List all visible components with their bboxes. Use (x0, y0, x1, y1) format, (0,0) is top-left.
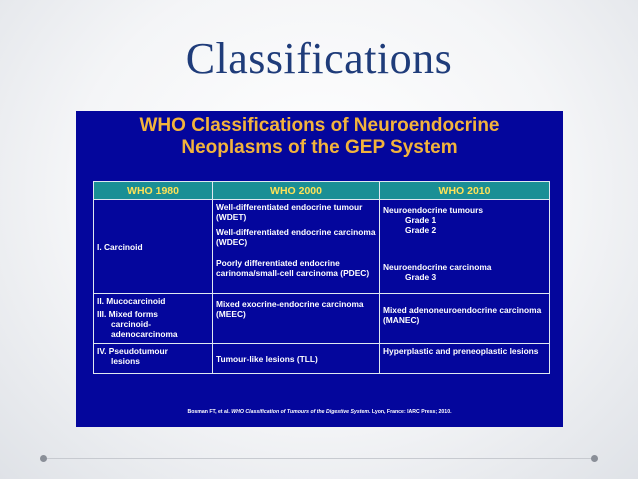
cell-text: Tumour-like lesions (TLL) (216, 353, 318, 364)
cell-text: II. Mucocarcinoid (97, 296, 166, 306)
cell-text: Grade 2 (405, 225, 437, 235)
column-header-who-2000: WHO 2000 (213, 182, 380, 200)
cell-text: Neuroendocrine tumours (383, 205, 484, 215)
panel-heading-line1: WHO Classifications of Neuroendocrine (139, 115, 500, 136)
column-header-who-2010: WHO 2010 (380, 182, 550, 200)
cell-text: adenocarcinoma (111, 329, 178, 339)
panel-heading-line2: Neoplasms of the GEP System (181, 137, 458, 158)
table-row (94, 294, 550, 344)
panel-heading (76, 115, 563, 159)
citation-book-title: WHO Classification of Tumours of the Digestive System (231, 409, 369, 415)
table-cell (213, 344, 380, 374)
cell-text: I. Carcinoid (97, 241, 143, 252)
slide-title: Classifications (185, 34, 453, 83)
footer-left-dot (40, 455, 47, 462)
cell-text: lesions (111, 356, 140, 366)
cell-text: Hyperplastic and preneoplastic lesions (383, 346, 539, 356)
cell-text: Grade 3 (405, 272, 437, 282)
table-cell (213, 200, 380, 294)
cell-text: III. Mixed forms (97, 309, 158, 319)
citation-authors: Bosman FT, et al. (187, 409, 232, 415)
table-cell (94, 344, 213, 374)
cell-text: Mixed exocrine-endocrine carcinoma (MEEC) (216, 299, 364, 319)
citation-publisher: . Lyon, France: IARC Press; 2010. (368, 409, 452, 415)
table-cell (380, 294, 550, 344)
cell-text: Neuroendocrine carcinoma (383, 262, 492, 272)
table-cell (380, 344, 550, 374)
cell-text: Well-differentiated endocrine carcinoma (WDEC) (216, 227, 376, 247)
table-cell (380, 200, 550, 294)
footer-divider-line (46, 458, 592, 459)
who-classification-panel (76, 111, 563, 427)
table-cell (94, 294, 213, 344)
cell-text: Poorly differentiated endocrine carinoma/small-cell carcinoma (PDEC) (216, 258, 370, 278)
table-row (94, 344, 550, 374)
table-header-row (94, 182, 550, 200)
table-cell (213, 294, 380, 344)
cell-text: IV. Pseudotumour (97, 346, 168, 356)
cell-text: Mixed adenoneuroendocrine carcinoma (MANEC) (383, 305, 542, 325)
column-header-who-1980: WHO 1980 (94, 182, 213, 200)
table-cell (94, 200, 213, 294)
citation (76, 409, 563, 415)
cell-text: Grade 1 (405, 215, 437, 225)
cell-text: carcinoid- (111, 319, 152, 329)
footer-right-dot (591, 455, 598, 462)
table-row (94, 200, 550, 294)
cell-text: Well-differentiated endocrine tumour (WDET) (216, 202, 363, 222)
who-classification-table (93, 181, 550, 374)
